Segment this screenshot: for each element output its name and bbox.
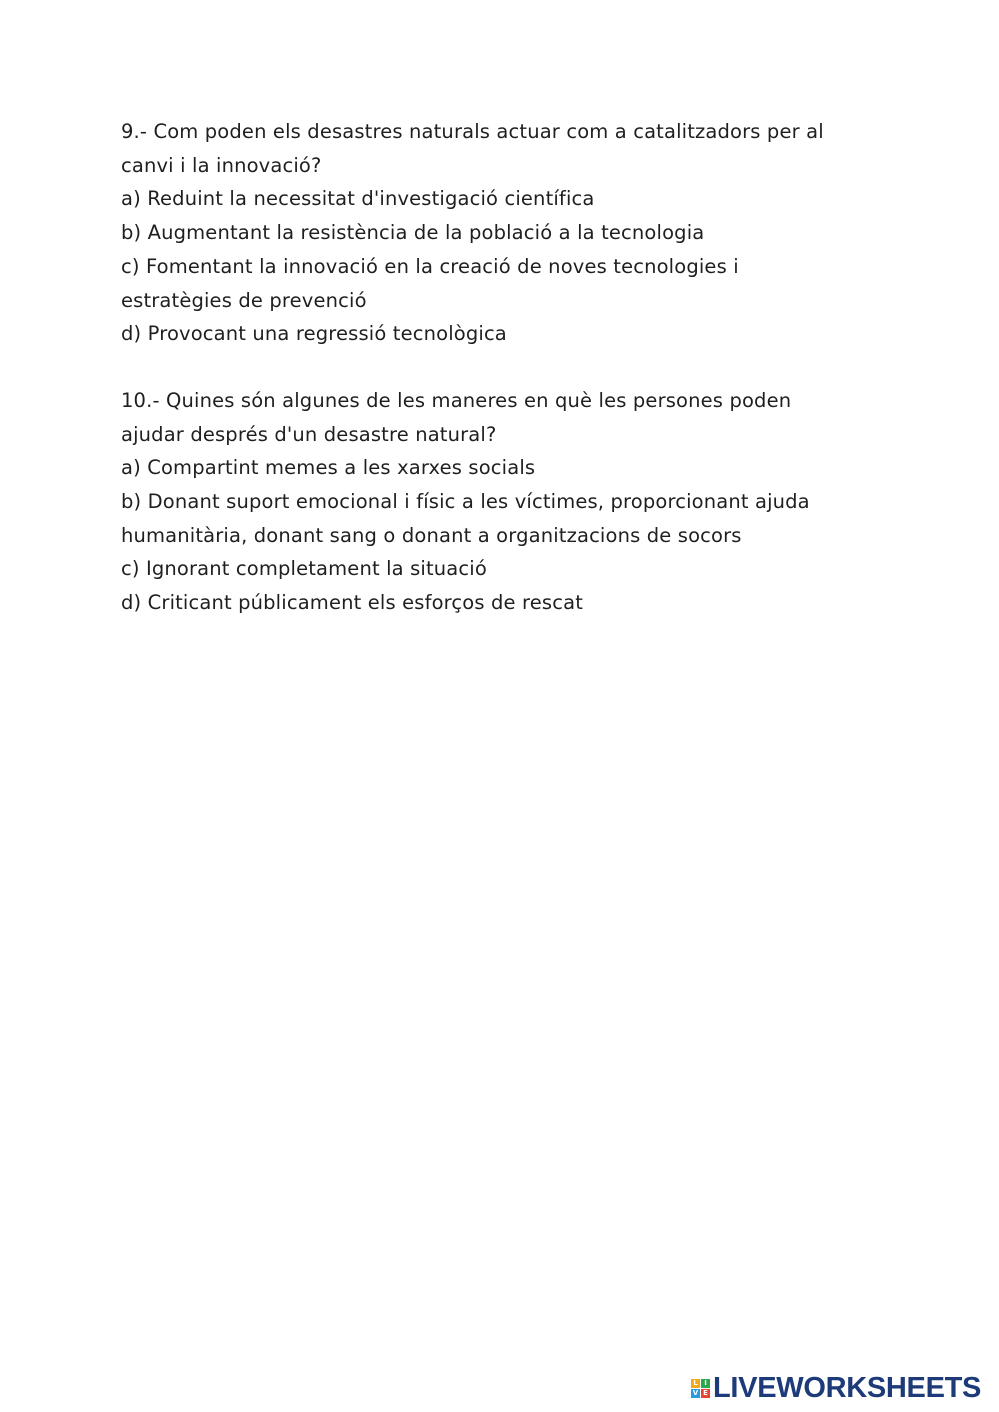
question-10-stem-line-2: ajudar després d'un desastre natural? xyxy=(121,422,497,446)
question-10-option-c[interactable]: c) Ignorant completament la situació xyxy=(121,557,487,581)
logo-mark-letter: E xyxy=(701,1389,710,1398)
question-10 xyxy=(121,384,876,620)
logo-mark-letter: L xyxy=(691,1379,700,1388)
question-10-option-b-line-2[interactable]: humanitària, donant sang o donant a organitzacions de socors xyxy=(121,523,742,547)
logo-text: LIVEWORKSHEETS xyxy=(713,1371,982,1404)
question-9-option-c-line-2[interactable]: estratègies de prevenció xyxy=(121,288,367,312)
question-10-stem-line-1: 10.- Quines són algunes de les maneres en què les persones poden xyxy=(121,388,792,412)
question-9-stem-line-1: 9.- Com poden els desastres naturals actuar com a catalitzadors per al xyxy=(121,120,824,143)
question-9-option-c-line-1[interactable]: c) Fomentant la innovació en la creació de noves tecnologies i xyxy=(121,254,739,278)
question-9 xyxy=(121,115,876,351)
question-9-option-d[interactable]: d) Provocant una regressió tecnològica xyxy=(121,322,507,346)
liveworksheets-mark-icon xyxy=(691,1379,710,1398)
question-9-stem-line-2: canvi i la innovació? xyxy=(121,153,322,177)
question-9-option-b[interactable]: b) Augmentant la resistència de la població a la tecnologia xyxy=(121,221,705,245)
question-10-option-a[interactable]: a) Compartint memes a les xarxes socials xyxy=(121,456,536,480)
worksheet-page xyxy=(121,115,876,653)
liveworksheets-logo xyxy=(691,1373,981,1403)
question-9-option-a[interactable]: a) Reduint la necessitat d'investigació científica xyxy=(121,187,595,211)
logo-mark-letter: V xyxy=(692,1388,699,1397)
logo-mark-letter: I xyxy=(701,1379,710,1388)
question-10-option-d[interactable]: d) Criticant públicament els esforços de rescat xyxy=(121,591,583,615)
question-10-option-b-line-1[interactable]: b) Donant suport emocional i físic a les víctimes, proporcionant ajuda xyxy=(121,490,810,514)
